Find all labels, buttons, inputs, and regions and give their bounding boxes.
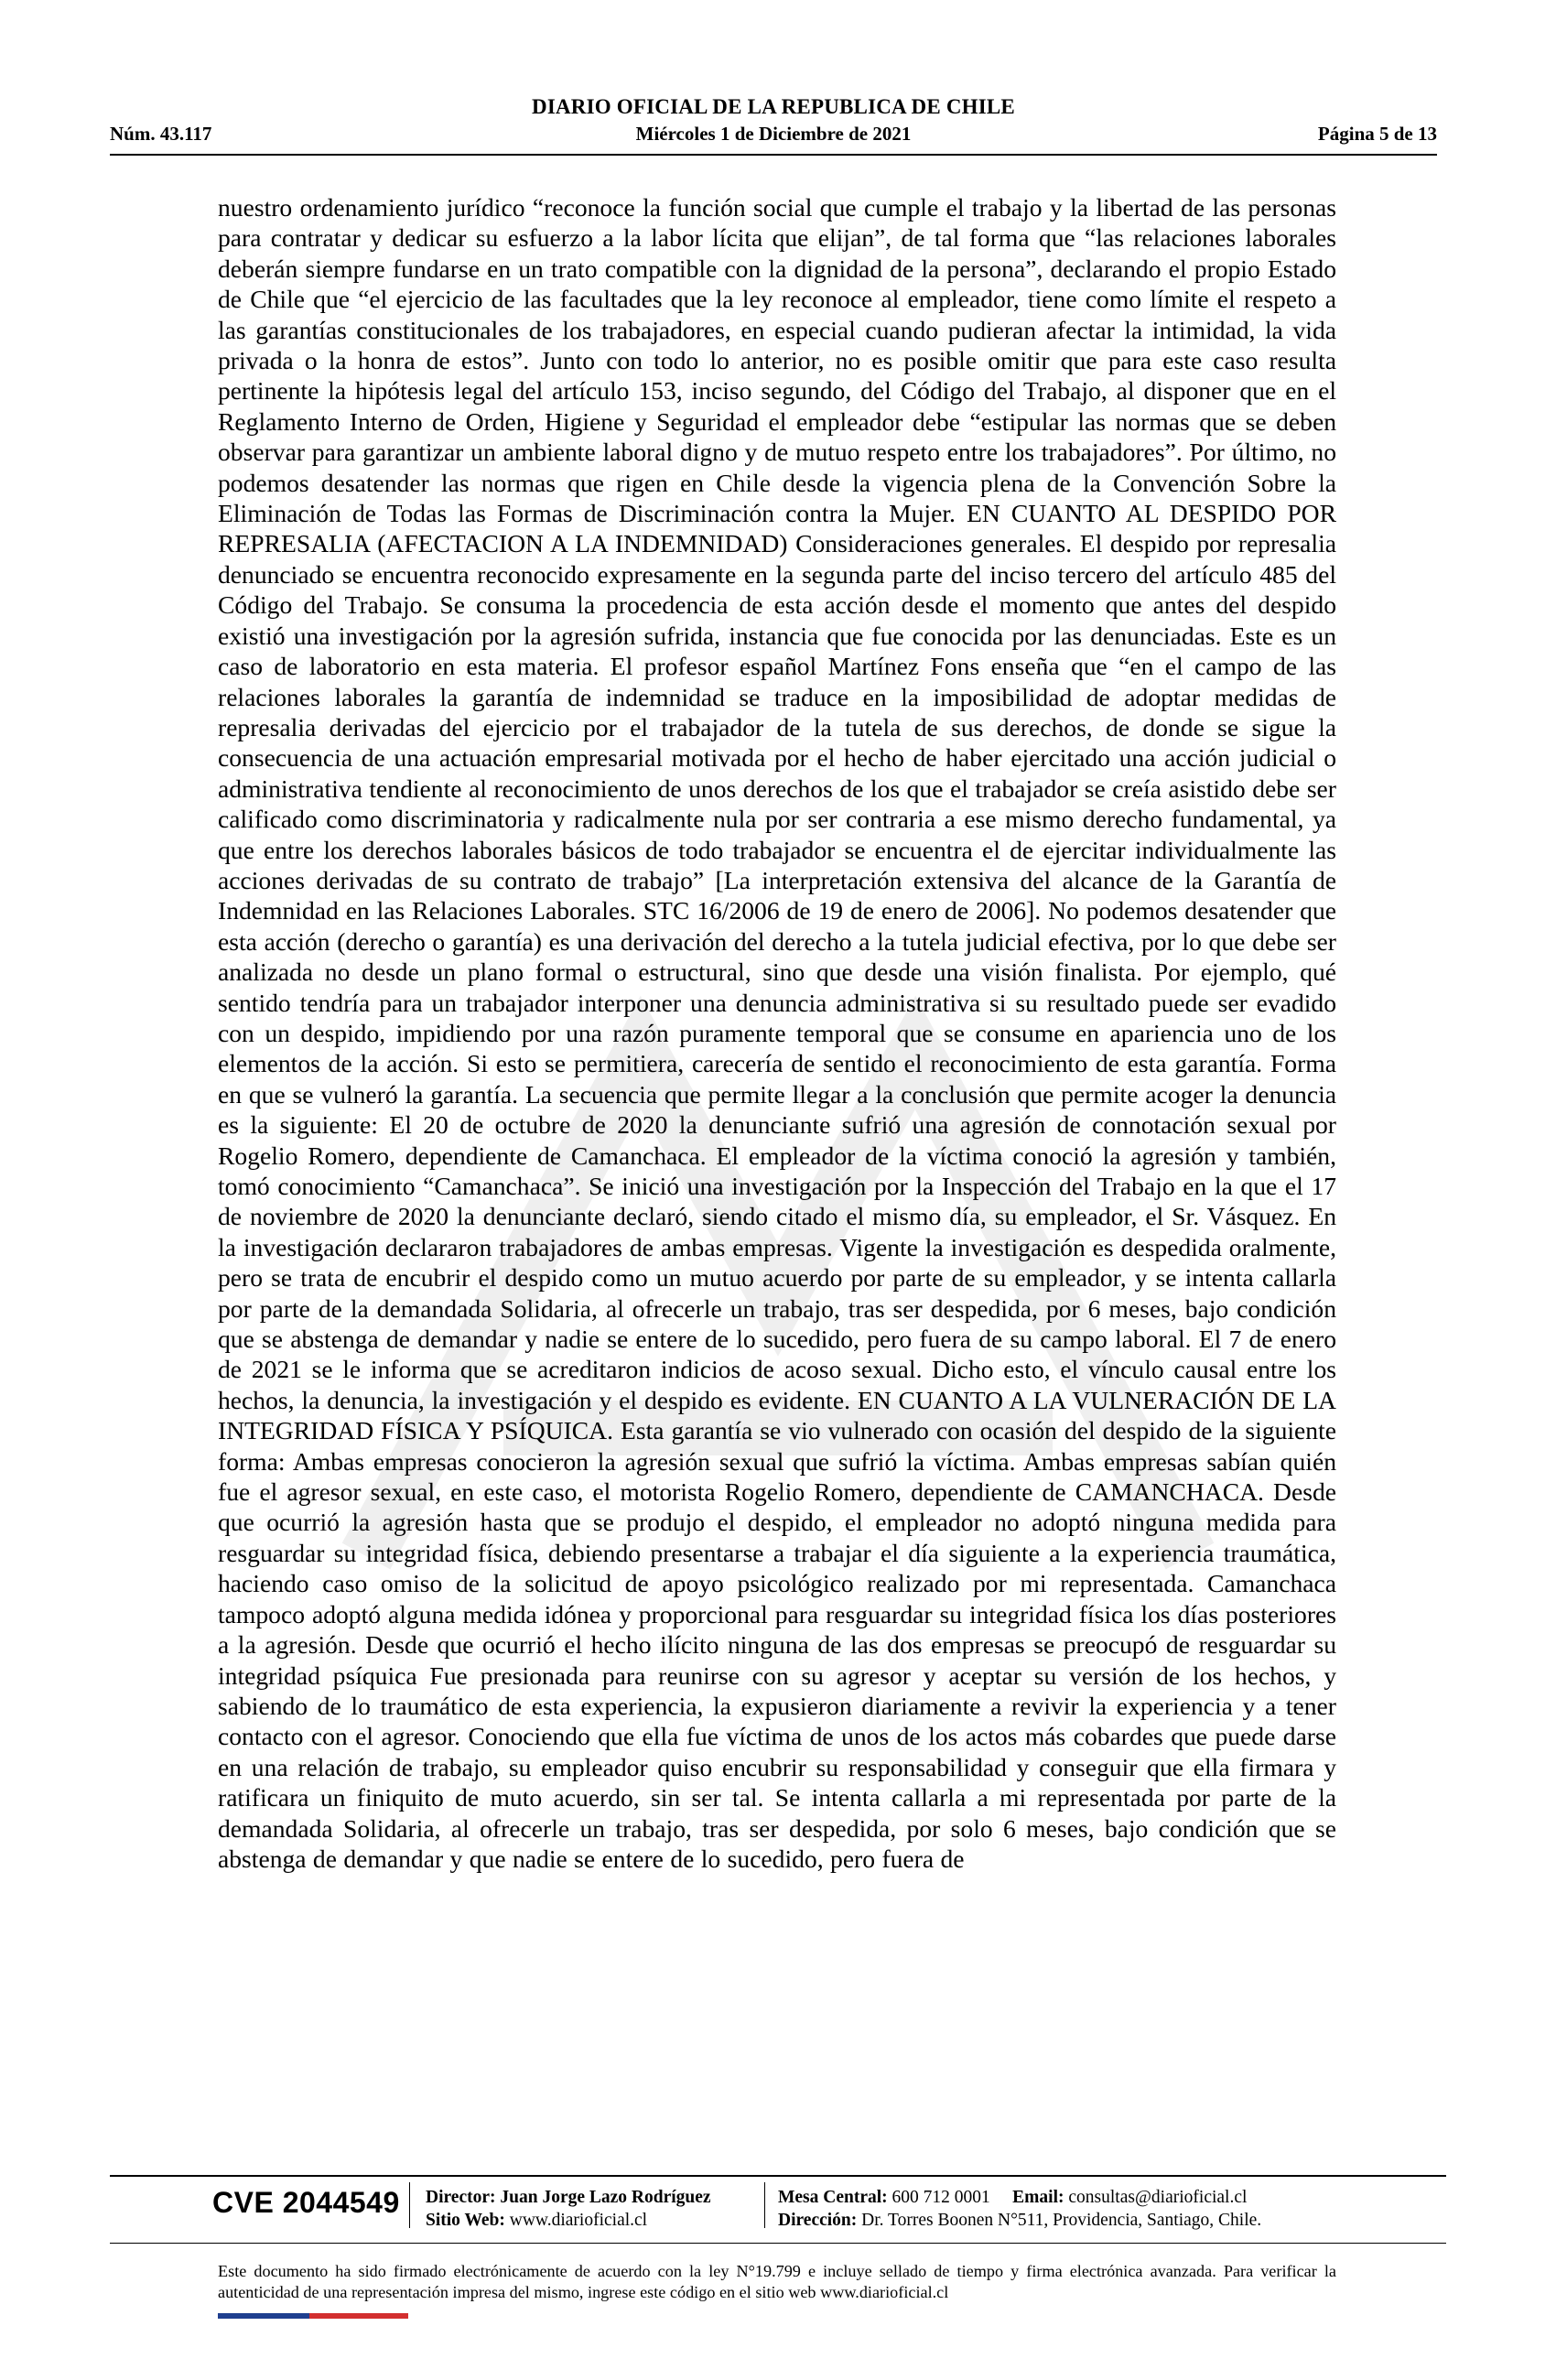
- legal-notice: Este documento ha sido firmado electrónicamente de acuerdo con la ley N°19.799 e incluye sellado de tiempo y firma electrónica avanzada. Para verificar la autenticidad de una representación impresa del mismo, ingrese este código en el sitio web www.diarioficial.cl: [218, 2262, 1336, 2301]
- footer-divider-1: [409, 2182, 410, 2228]
- phone-number: 600 712 0001: [891, 2188, 990, 2207]
- address-text: Dr. Torres Boonen N°511, Providencia, Santiago, Chile.: [861, 2211, 1262, 2230]
- director-label: Director:: [426, 2188, 496, 2207]
- footer-contact-block: [778, 2186, 1261, 2232]
- footer-divider-2: [764, 2182, 765, 2228]
- page-number: Página 5 de 13: [1317, 123, 1437, 145]
- flag-stripe-red: [309, 2313, 408, 2319]
- email-label: Email:: [1012, 2188, 1064, 2207]
- website-label: Sitio Web:: [426, 2211, 505, 2230]
- page-header: [110, 92, 1437, 157]
- website-link[interactable]: www.diarioficial.cl: [509, 2211, 648, 2230]
- email-link[interactable]: consultas@diarioficial.cl: [1068, 2188, 1248, 2207]
- header-rule: [110, 154, 1437, 156]
- publication-title: DIARIO OFICIAL DE LA REPUBLICA DE CHILE: [532, 95, 1015, 118]
- cve-code: CVE 2044549: [212, 2186, 400, 2219]
- footer-top-rule: [110, 2175, 1446, 2177]
- footer-mid-rule: [110, 2243, 1446, 2244]
- body-paragraph: nuestro ordenamiento jurídico “reconoce la función social que cumple el trabajo y la libertad de las personas para contratar y dedicar su esfuerzo a la labor lícita que elijan”, de tal forma que “las relaciones laborales deberán siempre fundarse en un trato compatible con la dignidad de la persona”, declarando el propio Estado de Chile que “el ejercicio de las facultades que la ley reconoce al empleador, tiene como límite el respeto a las garantías constitucionales de los trabajadores, en especial cuando pudieran afectar la intimidad, la vida privada o la honra de estos”. Junto con todo lo anterior, no es posible omitir que para este caso resulta pertinente la hipótesis legal del artículo 153, inciso segundo, del Código del Trabajo, al disponer que en el Reglamento Interno de Orden, Higiene y Seguridad el empleador debe “estipular las normas que se deben observar para garantizar un ambiente laboral digno y de mutuo respeto entre los trabajadores”. Por último, no podemos desatender las normas que rigen en Chile desde la vigencia plena de la Convención Sobre la Eliminación de Todas las Formas de Discriminación contra la Mujer. EN CUANTO AL DESPIDO POR REPRESALIA (AFECTACION A LA INDEMNIDAD) Consideraciones generales. El despido por represalia denunciado se encuentra reconocido expresamente en la segunda parte del inciso tercero del artículo 485 del Código del Trabajo. Se consuma la procedencia de esta acción desde el momento que antes del despido existió una investigación por la agresión sufrida, instancia que fue conocida por las denunciadas. Este es un caso de laboratorio en esta materia. El profesor español Martínez Fons enseña que “en el campo de las relaciones laborales la garantía de indemnidad se traduce en la imposibilidad de adoptar medidas de represalia derivadas del ejercicio por el trabajador de la tutela de sus derechos, de donde se sigue la consecuencia de una actuación empresarial motivada por el hecho de haber ejercitado una acción judicial o administrativa tendiente al reconocimiento de unos derechos de los que el trabajador se creía asistido debe ser calificado como discriminatoria y radicalmente nula por ser contraria a ese mismo derecho fundamental, ya que entre los derechos laborales básicos de todo trabajador se encuentra el de ejercitar individualmente las acciones derivadas de su contrato de trabajo” [La interpretación extensiva del alcance de la Garantía de Indemnidad en las Relaciones Laborales. STC 16/2006 de 19 de enero de 2006]. No podemos desatender que esta acción (derecho o garantía) es una derivación del derecho a la tutela judicial efectiva, por lo que debe ser analizada no desde un plano formal o estructural, sino que desde una visión finalista. Por ejemplo, qué sentido tendría para un trabajador interponer una denuncia administrativa si su resultado puede ser evadido con un despido, impidiendo por una razón puramente temporal que se consume en apariencia uno de los elementos de la acción. Si esto se permitiera, carecería de sentido el reconocimiento de esta garantía. Forma en que se vulneró la garantía. La secuencia que permite llegar a la conclusión que permite acoger la denuncia es la siguiente: El 20 de octubre de 2020 la denunciante sufrió una agresión de connotación sexual por Rogelio Romero, dependiente de Camanchaca. El empleador de la víctima conoció la agresión y también, tomó conocimiento “Camanchaca”. Se inició una investigación por la Inspección del Trabajo en la que el 17 de noviembre de 2020 la denunciante declaró, siendo citado el mismo día, su empleador, el Sr. Vásquez. En la investigación declararon trabajadores de ambas empresas. Vigente la investigación es despedida oralmente, pero se trata de encubrir el despido como un mutuo acuerdo por parte de su empleador, y se intenta callarla por parte de la demandada Solidaria, al ofrecerle un trabajo, tras ser despedida, por 6 meses, bajo condición que se abstenga de demandar y nadie se entere de lo sucedido, pero fuera de su campo laboral. El 7 de enero de 2021 se le informa que se acreditaron indicios de acoso sexual. Dicho esto, el vínculo causal entre los hechos, la denuncia, la investigación y el despido es evidente. EN CUANTO A LA VULNERACIÓN DE LA INTEGRIDAD FÍSICA Y PSÍQUICA. Esta garantía se vio vulnerado con ocasión del despido de la siguiente forma: Ambas empresas conocieron la agresión sexual que sufrió la víctima. Ambas empresas sabían quién fue el agresor sexual, en este caso, el motorista Rogelio Romero, dependiente de CAMANCHACA. Desde que ocurrió la agresión hasta que se produjo el despido, el empleador no adoptó ninguna medida para resguardar su integridad física, debiendo presentarse a trabajar el día siguiente a la experiencia traumática, haciendo caso omiso de la solicitud de apoyo psicológico realizado por mi representada. Camanchaca tampoco adoptó alguna medida idónea y proporcional para resguardar su integridad física los días posteriores a la agresión. Desde que ocurrió el hecho ilícito ninguna de las dos empresas se preocupó de resguardar su integridad psíquica Fue presionada para reunirse con su agresor y aceptar su versión de los hechos, y sabiendo de lo traumático de esta experiencia, la expusieron diariamente a revivir la experiencia y a tener contacto con el agresor. Conociendo que ella fue víctima de unos de los actos más cobardes que puede darse en una relación de trabajo, su empleador quiso encubrir su responsabilidad y conseguir que ella firmara y ratificara un finiquito de muto acuerdo, sin ser tal. Se intenta callarla a mi representada por parte de la demandada Solidaria, al ofrecerle un trabajo, tras ser despedida, por solo 6 meses, bajo condición que se abstenga de demandar y que nadie se entere de lo sucedido, pero fuera de: [218, 193, 1336, 1873]
- issue-date: Miércoles 1 de Diciembre de 2021: [635, 123, 912, 145]
- phone-label: Mesa Central:: [778, 2188, 888, 2207]
- footer-director-block: [426, 2186, 711, 2232]
- issue-number: Núm. 43.117: [110, 123, 212, 145]
- address-label: Dirección:: [778, 2211, 858, 2230]
- director-name: Juan Jorge Lazo Rodríguez: [500, 2188, 711, 2207]
- flag-stripe-blue: [218, 2313, 309, 2319]
